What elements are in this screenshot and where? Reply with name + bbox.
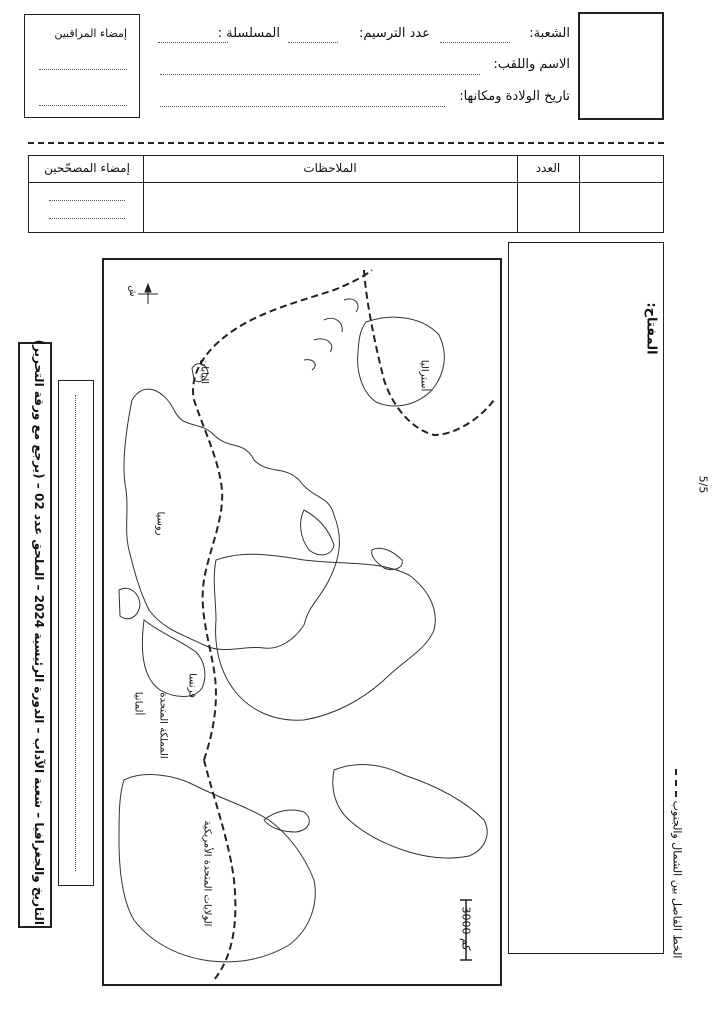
legend-dashed-line-label: الخط الفاصل بين الشمال والجنوب bbox=[670, 800, 684, 959]
col-divider-3 bbox=[579, 156, 580, 232]
label-uk: المملكة المتحدة bbox=[157, 692, 169, 759]
birth-field[interactable] bbox=[160, 106, 445, 107]
madagascar bbox=[372, 548, 403, 569]
map-frame bbox=[102, 258, 502, 986]
col-notes-label: الملاحظات bbox=[303, 161, 357, 175]
cut-line bbox=[28, 142, 664, 144]
division-label: الشعبة: bbox=[529, 26, 570, 41]
vertical-title: التاريخ والجغرافيا – شعبة الآداب – الدورة الرئيسية 2024 – الملحق عدد 02 – (يرجع مع ورقة التحرير) bbox=[32, 339, 46, 925]
australia-landmass bbox=[358, 317, 445, 406]
indonesia-islands bbox=[304, 299, 358, 370]
world-map bbox=[104, 260, 500, 984]
name-field[interactable] bbox=[160, 74, 480, 75]
photo-box bbox=[578, 12, 664, 120]
registration-label: عدد الترسيم: bbox=[358, 26, 430, 41]
north-america bbox=[119, 775, 315, 962]
col-score-label: العدد bbox=[535, 161, 561, 175]
proctor-signature-label: إمضاء المراقبين bbox=[54, 27, 127, 40]
serial-field[interactable] bbox=[158, 42, 228, 43]
label-japan: اليابان bbox=[198, 358, 210, 385]
corrector-line-1[interactable] bbox=[49, 200, 125, 201]
label-usa: الولايات المتحدة الأمريكية bbox=[201, 820, 213, 927]
north-arrow-icon bbox=[138, 284, 158, 304]
label-france: فرنسا bbox=[186, 672, 198, 699]
signature-line-2[interactable] bbox=[39, 105, 127, 106]
africa-landmass bbox=[214, 554, 435, 720]
answer-line[interactable] bbox=[75, 395, 76, 871]
south-america bbox=[333, 765, 487, 859]
north-south-divide-line bbox=[193, 270, 494, 980]
signature-line-1[interactable] bbox=[39, 69, 127, 70]
page-number: 5/5 bbox=[696, 475, 710, 494]
label-russia: روسيا bbox=[154, 511, 166, 536]
birth-label: تاريخ الولادة ومكانها: bbox=[459, 89, 570, 104]
name-label: الاسم واللقب: bbox=[493, 57, 570, 72]
legend-box bbox=[508, 242, 684, 959]
proctor-signature-box bbox=[24, 14, 140, 118]
registration-field[interactable] bbox=[288, 42, 338, 43]
scale-label: 3000 كم bbox=[459, 906, 473, 951]
label-north: ش bbox=[127, 285, 137, 297]
label-germany: ألمانيا bbox=[132, 691, 144, 716]
answer-box bbox=[58, 380, 94, 886]
label-australia: أستراليا bbox=[418, 359, 430, 392]
serial-label: المسلسلة : bbox=[217, 26, 280, 41]
division-field[interactable] bbox=[440, 42, 510, 43]
student-info bbox=[150, 14, 570, 118]
arabia-outline bbox=[301, 510, 334, 555]
corrector-line-2[interactable] bbox=[49, 218, 125, 219]
col-signature-label: إمضاء المصحّحين bbox=[44, 161, 130, 175]
grading-table bbox=[28, 155, 664, 233]
greenland bbox=[119, 588, 140, 618]
legend-title: المفتاح: bbox=[643, 302, 659, 355]
